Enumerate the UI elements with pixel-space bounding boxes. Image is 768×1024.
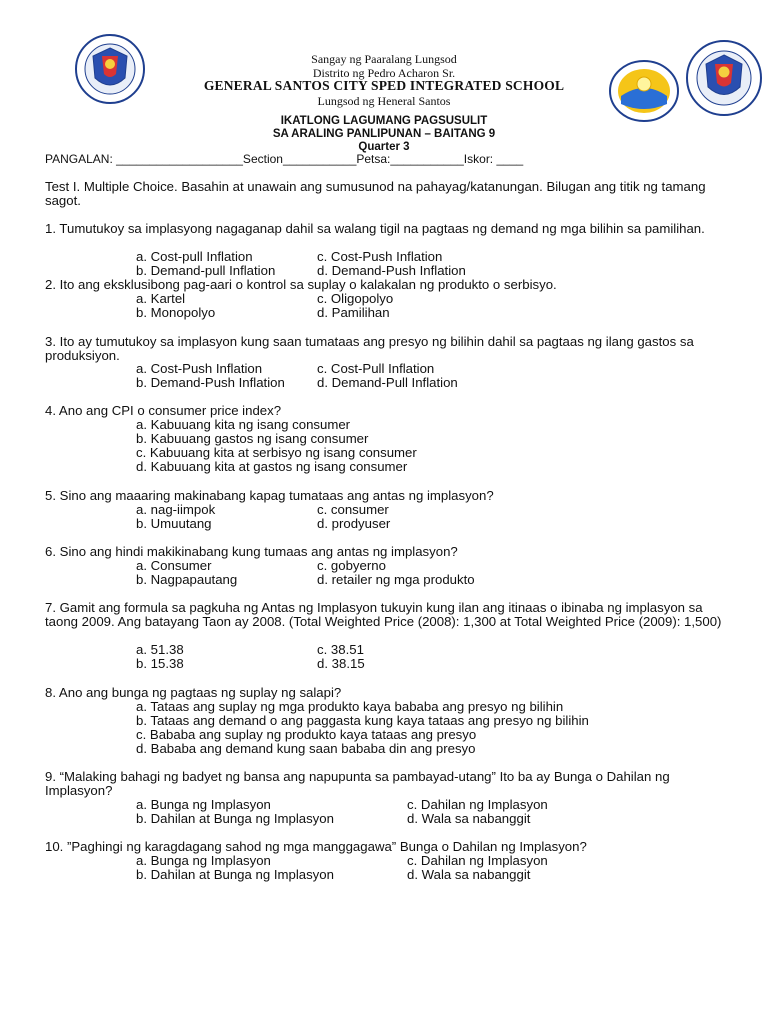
- q5-option-a: a. nag-iimpok: [136, 502, 216, 517]
- q9-option-a: a. Bunga ng Implasyon: [136, 797, 271, 812]
- q7-option-b: b. 15.38: [136, 656, 184, 671]
- q4-option-a: a. Kabuuang kita ng isang consumer: [136, 417, 351, 432]
- q5-option-b: b. Umuutang: [136, 516, 212, 531]
- q4-option-c: c. Kabuuang kita at serbisyo ng isang consumer: [136, 445, 417, 460]
- exam-quarter: Quarter 3: [358, 141, 410, 153]
- q5-option-d: d. prodyuser: [317, 516, 391, 531]
- q7-option-a: a. 51.38: [136, 642, 184, 657]
- exam-subject: SA ARALING PANLIPUNAN – BAITANG 9: [272, 128, 496, 140]
- header-city: Lungsod ng Heneral Santos: [317, 94, 451, 108]
- q8-option-c: c. Bababa ang suplay ng produkto kaya tataas ang presyo: [136, 727, 477, 742]
- q9-option-d: d. Wala sa nabanggit: [407, 811, 531, 826]
- q6-option-d: d. retailer ng mga produkto: [317, 572, 475, 587]
- school-name: GENERAL SANTOS CITY SPED INTEGRATED SCHOOL: [203, 78, 565, 93]
- q8-option-b: b. Tataas ang demand o ang paggasta kung kaya tataas ang presyo ng bilihin: [136, 713, 589, 728]
- question-3: 3. Ito ay tumutukoy sa implasyon kung saan tumataas ang presyo ng bilihin dahil sa pagtaas ng ilang gastos sa produksiyon.: [45, 334, 694, 363]
- q9-option-b: b. Dahilan at Bunga ng Implasyon: [136, 811, 334, 826]
- q1-option-a: a. Cost-pull Inflation: [136, 249, 253, 264]
- q1-option-d: d. Demand-Push Inflation: [317, 263, 466, 278]
- q1-option-b: b. Demand-pull Inflation: [136, 263, 276, 278]
- q2-option-d: d. Pamilihan: [317, 305, 390, 320]
- question-10: 10. ”Paghingi ng karagdagang sahod ng mga manggagawa” Bunga o Dahilan ng Implasyon?: [45, 839, 587, 854]
- q3-option-d: d. Demand-Pull Inflation: [317, 375, 458, 390]
- q7-option-d: d. 38.15: [317, 656, 365, 671]
- question-4: 4. Ano ang CPI o consumer price index?: [45, 403, 282, 418]
- q10-option-d: d. Wala sa nabanggit: [407, 867, 531, 882]
- q2-option-c: c. Oligopolyo: [317, 291, 394, 306]
- q8-option-d: d. Bababa ang demand kung saan bababa din ang presyo: [136, 741, 476, 756]
- question-1: 1. Tumutukoy sa implasyong nagaganap dahil sa walang tigil na pagtaas ng demand ng mga bilihin sa pamilihan.: [45, 221, 705, 236]
- q6-option-b: b. Nagpapautang: [136, 572, 238, 587]
- q1-option-c: c. Cost-Push Inflation: [317, 249, 443, 264]
- question-2: 2. Ito ang eksklusibong pag-aari o kontrol sa suplay o kalakalan ng produkto o serbisyo.: [45, 277, 557, 292]
- q9-option-c: c. Dahilan ng Implasyon: [407, 797, 548, 812]
- q10-option-b: b. Dahilan at Bunga ng Implasyon: [136, 867, 334, 882]
- q10-option-c: c. Dahilan ng Implasyon: [407, 853, 548, 868]
- header-division: Sangay ng Paaralang Lungsod: [311, 52, 457, 66]
- q2-option-a: a. Kartel: [136, 291, 186, 306]
- exam-title: IKATLONG LAGUMANG PAGSUSULIT: [280, 115, 488, 127]
- q3-option-b: b. Demand-Push Inflation: [136, 375, 285, 390]
- q4-option-b: b. Kabuuang gastos ng isang consumer: [136, 431, 369, 446]
- instructions: Test I. Multiple Choice. Basahin at unawain ang sumusunod na pahayag/katanungan. Bilugan ang titik ng tamang sagot.: [45, 179, 706, 208]
- q8-option-a: a. Tataas ang suplay ng mga produkto kaya bababa ang presyo ng bilihin: [136, 699, 564, 714]
- question-8: 8. Ano ang bunga ng pagtaas ng suplay ng salapi?: [45, 685, 342, 700]
- header-district: Distrito ng Pedro Acharon Sr.: [312, 66, 456, 80]
- q7-option-c: c. 38.51: [317, 642, 364, 657]
- q3-option-c: c. Cost-Pull Inflation: [317, 361, 435, 376]
- student-info-line: PANGALAN: ___________________Section___________Petsa:___________Iskor: ____: [45, 152, 524, 166]
- q4-option-d: d. Kabuuang kita at gastos ng isang consumer: [136, 459, 408, 474]
- q6-option-c: c. gobyerno: [317, 558, 386, 573]
- question-6: 6. Sino ang hindi makikinabang kung tumaas ang antas ng implasyon?: [45, 544, 458, 559]
- question-9: 9. “Malaking bahagi ng badyet ng bansa ang napupunta sa pambayad-utang” Ito ba ay Bunga o Dahilan ng Implasyon?: [45, 769, 670, 798]
- q3-option-a: a. Cost-Push Inflation: [136, 361, 263, 376]
- q2-option-b: b. Monopolyo: [136, 305, 216, 320]
- question-5: 5. Sino ang maaaring makinabang kapag tumataas ang antas ng implasyon?: [45, 488, 494, 503]
- q5-option-c: c. consumer: [317, 502, 389, 517]
- q10-option-a: a. Bunga ng Implasyon: [136, 853, 271, 868]
- q6-option-a: a. Consumer: [136, 558, 212, 573]
- question-7: 7. Gamit ang formula sa pagkuha ng Antas ng Implasyon tukuyin kung ilan ang itinaas o ibinaba ng implasyon sa taong 2009. Ang batayang Taon ay 2008. (Total Weighted Price (2008): 1,300 at Total Weighted Price (2009): 1,500): [45, 600, 722, 629]
